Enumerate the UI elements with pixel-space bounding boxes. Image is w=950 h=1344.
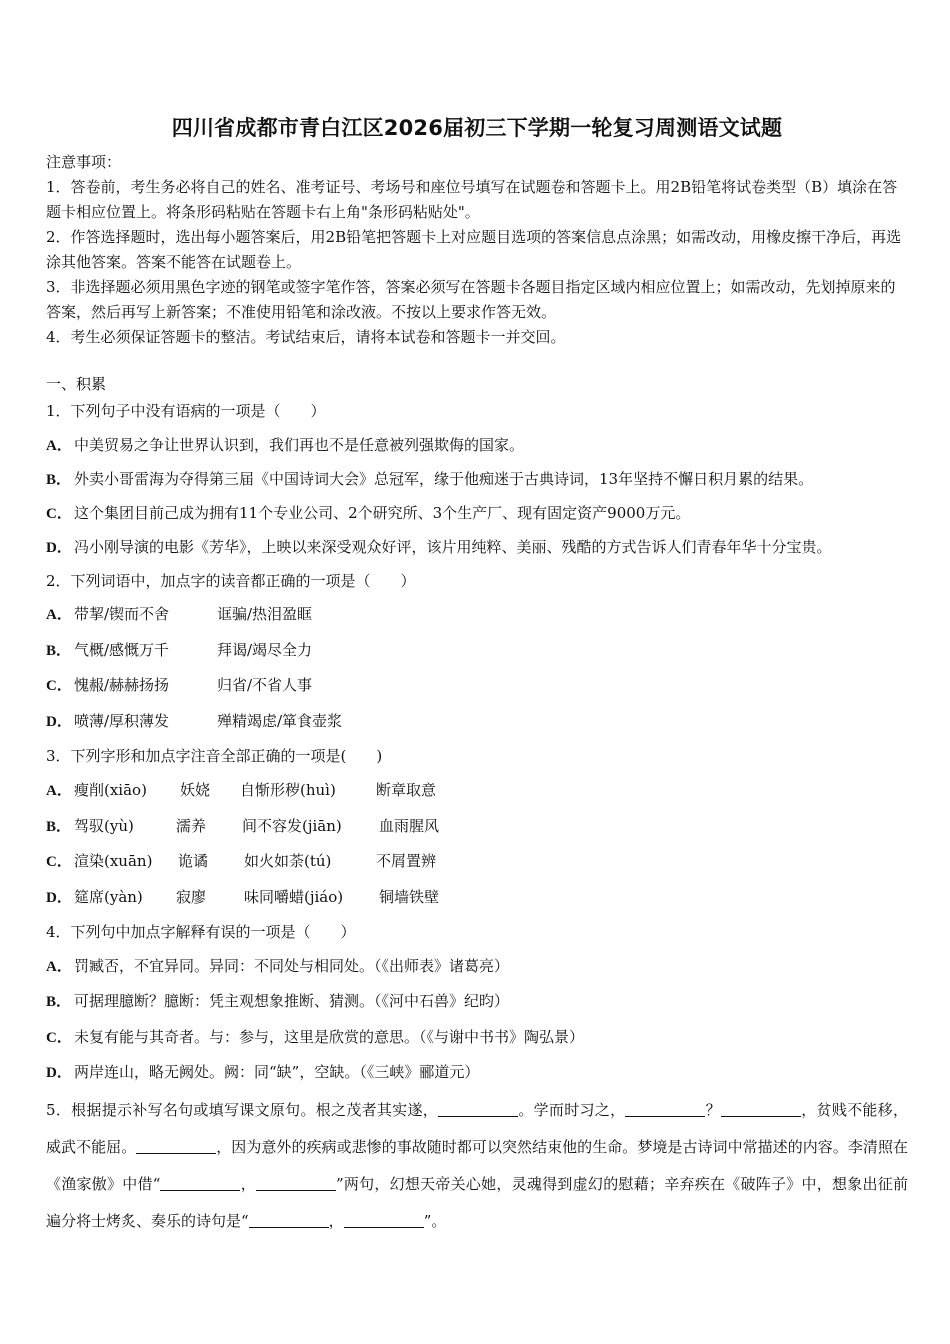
q5-text-9: ”。 bbox=[423, 1212, 447, 1230]
option-text: 中美贸易之争让世界认识到，我们再也不是任意被列强欺侮的国家。 bbox=[74, 436, 525, 454]
option-letter: C． bbox=[46, 854, 72, 870]
option-item-4: 血雨腥风 bbox=[379, 817, 440, 835]
question-1-option-b[interactable] bbox=[46, 467, 908, 492]
option-text: 罚臧否，不宜异同。异同：不同处与相同处。（《出师表》诸葛亮） bbox=[74, 957, 510, 975]
question-3-option-d[interactable] bbox=[46, 885, 908, 910]
notice-heading: 注意事项： bbox=[46, 153, 122, 171]
question-1-option-a[interactable] bbox=[46, 433, 908, 458]
notice-item-4: 4．考生必须保证答题卡的整洁。考试结束后，请将本试卷和答题卡一并交回。 bbox=[46, 328, 566, 346]
question-1-stem: 1．下列句子中没有语病的一项是（ ） bbox=[46, 402, 326, 420]
option-text: 这个集团目前己成为拥有11个专业公司、2个研究所、3个生产厂、现有固定资产9000万元。 bbox=[74, 504, 691, 522]
option-item-1: 筵席(yàn) bbox=[74, 888, 143, 906]
notice-block bbox=[46, 150, 908, 350]
q5-text-6: ， bbox=[240, 1175, 256, 1193]
question-2-option-d[interactable] bbox=[46, 709, 908, 734]
option-letter: B． bbox=[46, 994, 72, 1010]
option-letter: B． bbox=[46, 643, 72, 659]
option-word-2: 拜谒/竭尽全力 bbox=[217, 641, 313, 659]
question-1-option-d[interactable] bbox=[46, 535, 908, 560]
q5-text-1: 5．根据提示补写名句或填写课文原句。根之茂者其实遂， bbox=[46, 1101, 439, 1119]
option-letter: A． bbox=[46, 783, 72, 799]
option-letter: A． bbox=[46, 607, 72, 623]
option-item-1: 驾驭(yù) bbox=[74, 817, 134, 835]
answer-blank-2[interactable] bbox=[625, 1100, 705, 1117]
option-letter: A． bbox=[46, 959, 72, 975]
option-item-1: 渲染(xuān) bbox=[74, 852, 153, 870]
option-letter: B． bbox=[46, 472, 72, 488]
option-item-2: 诡谲 bbox=[178, 852, 209, 870]
option-text: 外卖小哥雷海为夺得第三届《中国诗词大会》总冠军，缘于他痴迷于古典诗词，13年坚持不懈日积月累的结果。 bbox=[74, 470, 814, 488]
q5-text-8: ， bbox=[328, 1212, 344, 1230]
option-text: 冯小刚导演的电影《芳华》，上映以来深受观众好评，该片用纯粹、美丽、残酷的方式告诉人们青春年华十分宝贵。 bbox=[74, 538, 832, 556]
question-3-stem: 3．下列字形和加点字注音全部正确的一项是( ) bbox=[46, 747, 383, 765]
question-4-option-b[interactable] bbox=[46, 989, 908, 1014]
option-letter: A． bbox=[46, 438, 72, 454]
section-title: 一、积累 bbox=[46, 375, 107, 393]
option-word-1: 带挈/锲而不舍 bbox=[74, 605, 170, 623]
option-word-1: 气概/感慨万千 bbox=[74, 641, 170, 659]
option-item-2: 濡养 bbox=[176, 817, 207, 835]
answer-blank-5[interactable] bbox=[160, 1174, 240, 1191]
question-1-option-c[interactable] bbox=[46, 501, 908, 526]
question-2-option-b[interactable] bbox=[46, 638, 908, 663]
question-3-option-a[interactable] bbox=[46, 778, 908, 803]
option-letter: B． bbox=[46, 819, 72, 835]
option-item-2: 妖娆 bbox=[180, 781, 211, 799]
option-item-3: 味同嚼蜡(jiáo) bbox=[244, 888, 344, 906]
notice-item-3: 3．非选择题必须用黑色字迹的钢笔或签字笔作答，答案必须写在答题卡各题目指定区域内相应位置上；如需改动，先划掉原来的答案，然后再写上新答案；不准使用铅笔和涂改液。不按以上要求作答无效。 bbox=[46, 278, 896, 321]
q5-text-2: 。学而时习之， bbox=[518, 1101, 626, 1119]
option-letter: D． bbox=[46, 890, 72, 906]
option-item-2: 寂廖 bbox=[176, 888, 207, 906]
question-2-option-a[interactable] bbox=[46, 602, 908, 627]
question-3-option-c[interactable] bbox=[46, 849, 908, 874]
notice-item-2: 2．作答选择题时，选出每小题答案后，用2B铅笔把答题卡上对应题目选项的答案信息点涂黑；如需改动，用橡皮擦干净后，再选涂其他答案。答案不能答在试题卷上。 bbox=[46, 228, 902, 271]
q5-text-7: ”两句，幻想天帝关心她，灵魂得到虚幻的慰藉；辛弃疾在《破阵子》中，想象出征前遍分将士烤炙、奏乐的诗句是“ bbox=[46, 1175, 908, 1230]
option-word-2: 殚精竭虑/箪食壶浆 bbox=[217, 712, 343, 730]
option-word-2: 诓骗/热泪盈眶 bbox=[217, 605, 313, 623]
question-4-option-c[interactable] bbox=[46, 1025, 908, 1050]
option-letter: C． bbox=[46, 678, 72, 694]
answer-blank-3[interactable] bbox=[721, 1100, 801, 1117]
answer-blank-1[interactable] bbox=[438, 1100, 518, 1117]
answer-blank-7[interactable] bbox=[249, 1211, 329, 1228]
answer-blank-8[interactable] bbox=[344, 1211, 424, 1228]
exam-title: 四川省成都市青白江区2026届初三下学期一轮复习周测语文试题 bbox=[171, 116, 783, 140]
answer-blank-4[interactable] bbox=[136, 1137, 216, 1154]
option-letter: D． bbox=[46, 1065, 72, 1081]
option-item-4: 铜墙铁壁 bbox=[379, 888, 440, 906]
option-word-2: 归省/不省人事 bbox=[217, 676, 313, 694]
option-letter: C． bbox=[46, 506, 72, 522]
option-word-1: 愧赧/赫赫扬扬 bbox=[74, 676, 170, 694]
question-2-option-c[interactable] bbox=[46, 673, 908, 698]
option-item-3: 自惭形秽(huì) bbox=[240, 781, 336, 799]
option-item-3: 如火如荼(tú) bbox=[244, 852, 332, 870]
option-letter: D． bbox=[46, 540, 72, 556]
answer-blank-6[interactable] bbox=[256, 1174, 336, 1191]
option-item-4: 断章取意 bbox=[376, 781, 437, 799]
q5-text-5: ，因为意外的疾病或悲惨的事故随时都可以突然结束他的生命。梦境是古诗词中常描述的内容。李清照在《渔家傲》中借“ bbox=[46, 1138, 908, 1193]
option-letter: D． bbox=[46, 714, 72, 730]
question-2-stem: 2．下列词语中，加点字的读音都正确的一项是（ ） bbox=[46, 572, 416, 590]
option-text: 未复有能与其奇者。与：参与，这里是欣赏的意思。（《与谢中书书》陶弘景） bbox=[74, 1028, 585, 1046]
option-word-1: 喷薄/厚积薄发 bbox=[74, 712, 170, 730]
question-5 bbox=[46, 1092, 908, 1240]
question-4-stem: 4．下列句中加点字解释有误的一项是（ ） bbox=[46, 923, 356, 941]
option-letter: C． bbox=[46, 1030, 72, 1046]
option-item-1: 瘦削(xiāo) bbox=[74, 781, 147, 799]
question-4-option-d[interactable] bbox=[46, 1060, 908, 1085]
q5-text-3: ？ bbox=[705, 1101, 721, 1119]
notice-item-1: 1．答卷前，考生务必将自己的姓名、准考证号、考场号和座位号填写在试题卷和答题卡上。用2B铅笔将试卷类型（B）填涂在答题卡相应位置上。将条形码粘贴在答题卡右上角"条形码粘贴处"。 bbox=[46, 178, 898, 221]
option-text: 两岸连山，略无阙处。阙：同“缺”，空缺。（《三峡》郦道元） bbox=[74, 1063, 480, 1081]
option-text: 可据理臆断？臆断：凭主观想象推断、猜测。（《河中石兽》纪昀） bbox=[74, 992, 510, 1010]
q5-text-4: ，贫贱不能移，威武不能屈。 bbox=[46, 1101, 908, 1156]
question-4-option-a[interactable] bbox=[46, 954, 908, 979]
option-item-3: 间不容发(jiān) bbox=[242, 817, 342, 835]
question-3-option-b[interactable] bbox=[46, 814, 908, 839]
option-item-4: 不屑置辨 bbox=[376, 852, 437, 870]
